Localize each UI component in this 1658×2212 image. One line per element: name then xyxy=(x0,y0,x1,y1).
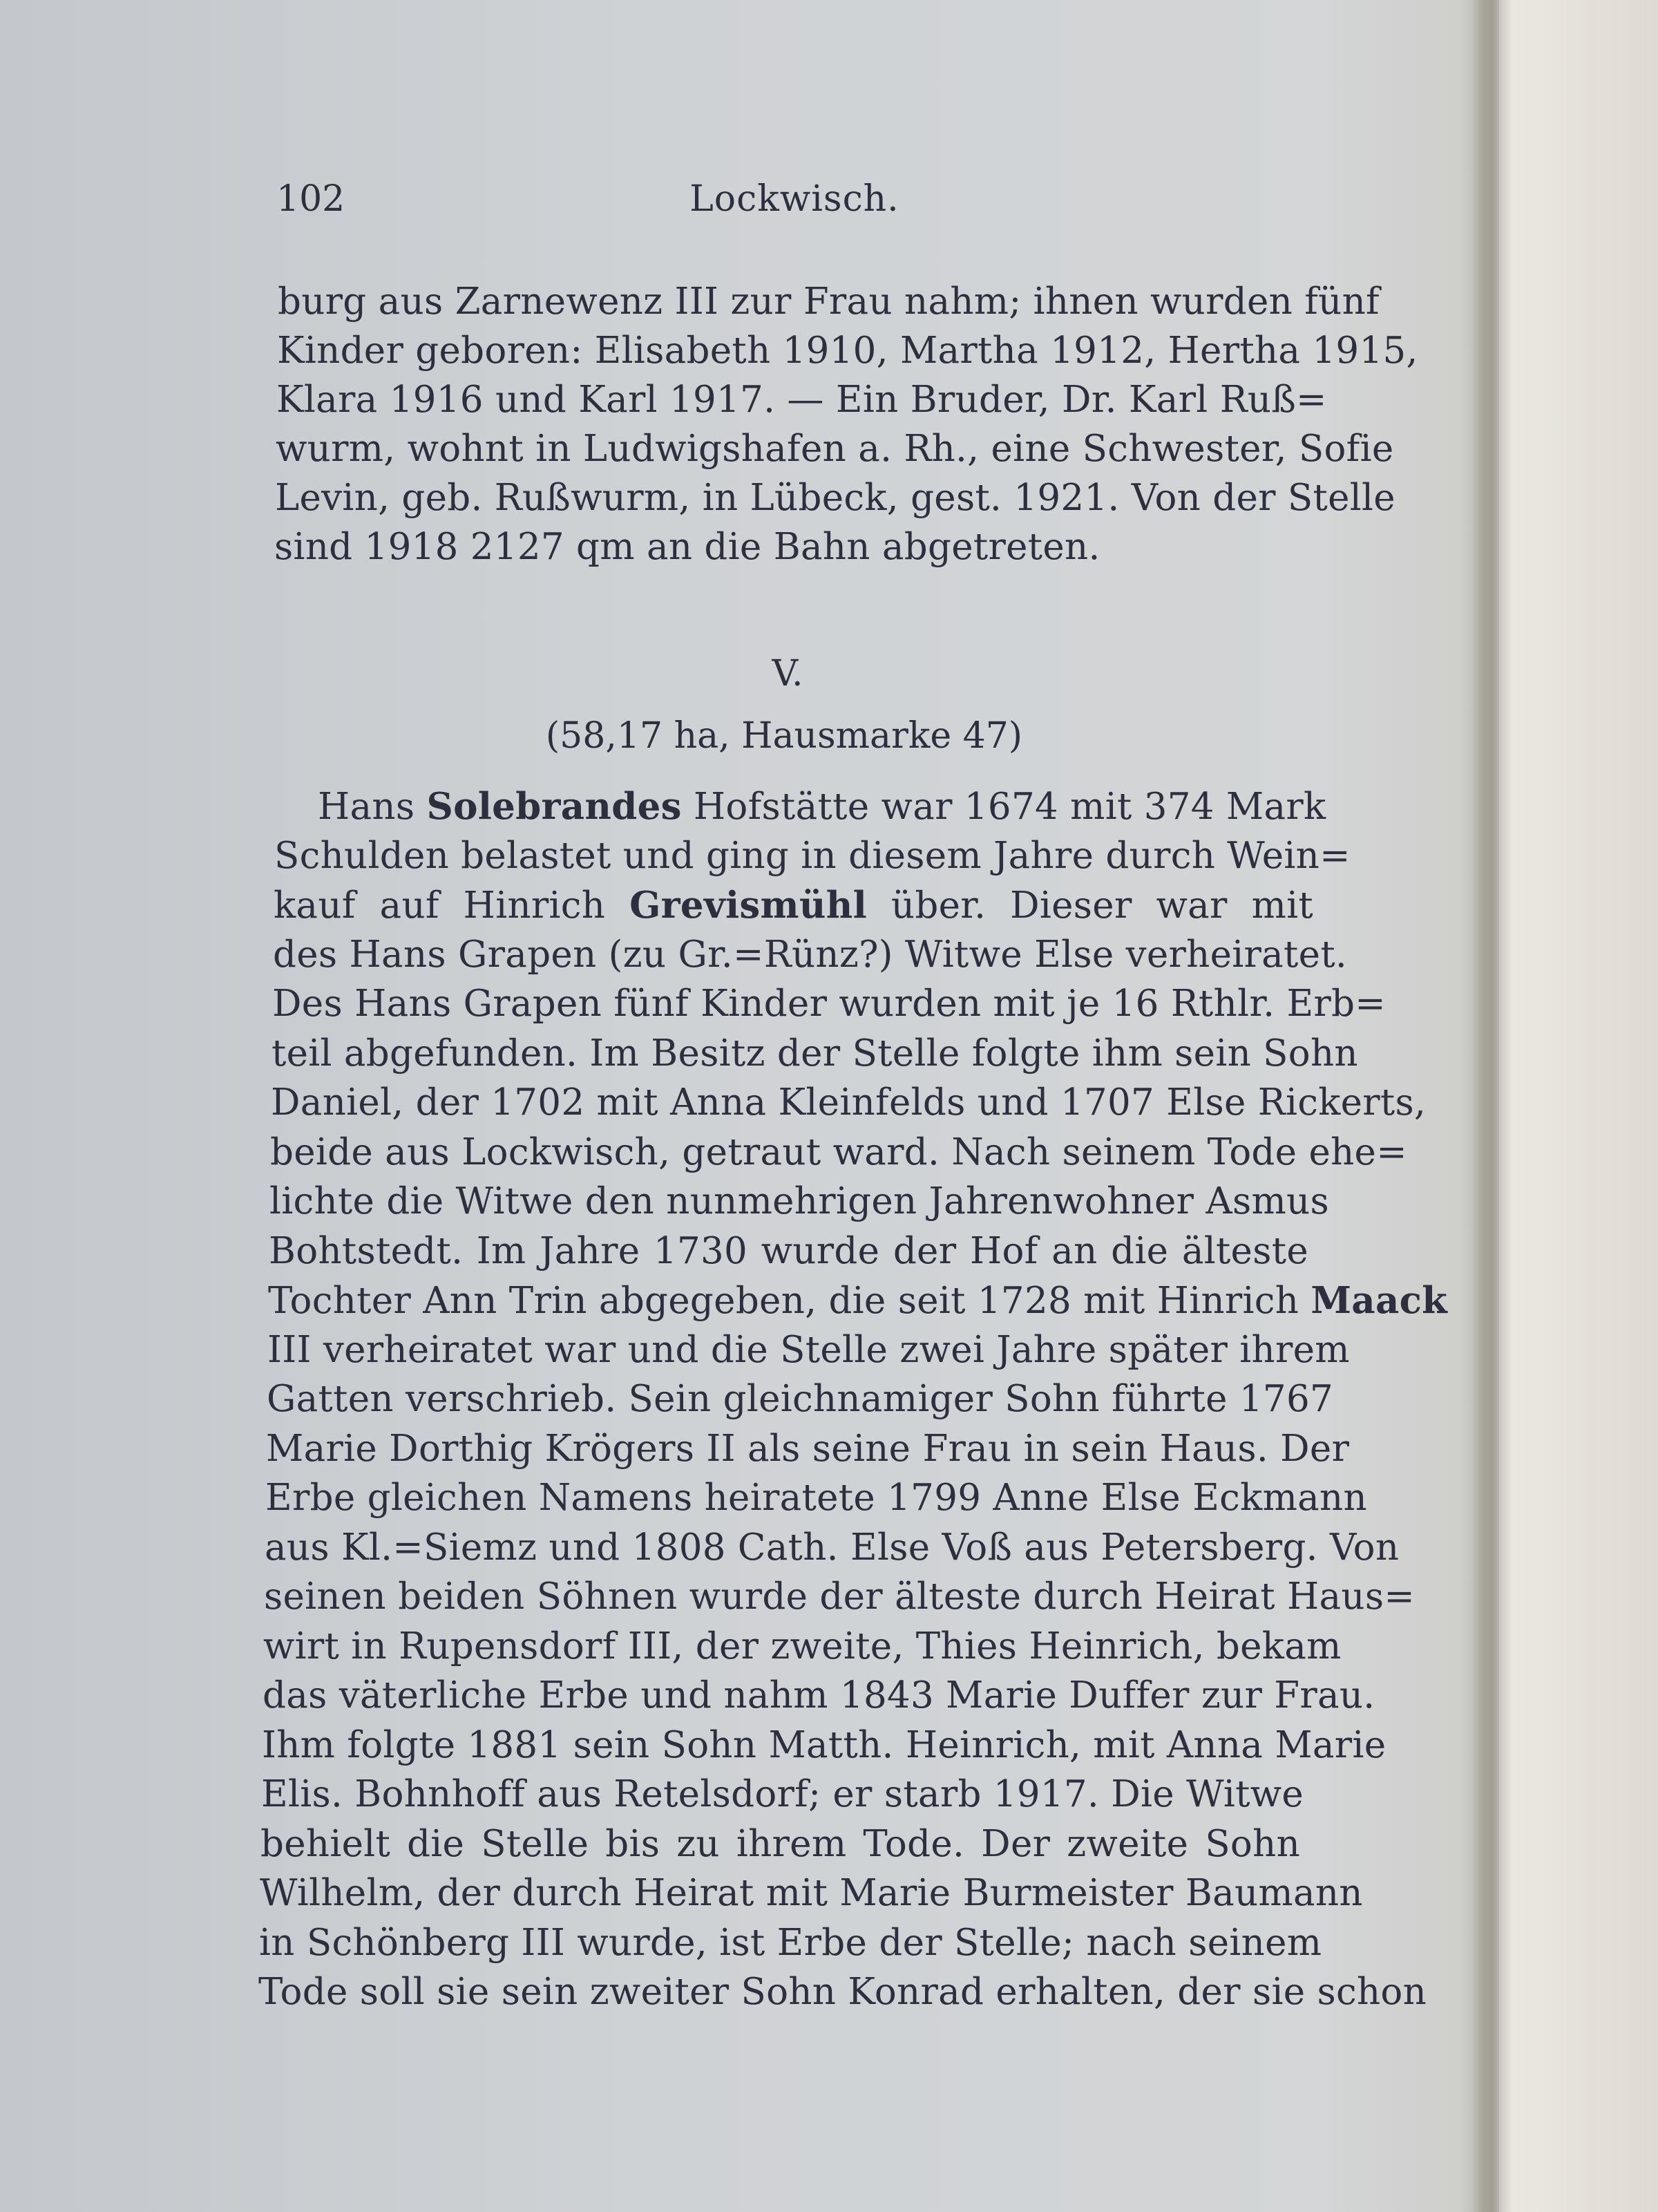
text-line: Klara 1916 und Karl 1917. — Ein Bruder, Dr. Karl Ruß= xyxy=(276,379,1327,421)
adjacent-page-edge xyxy=(1499,0,1658,2212)
text-line: sind 1918 2127 qm an die Bahn abgetreten. xyxy=(274,526,1100,568)
text-line: in Schönberg III wurde, ist Erbe der Stelle; nach seinem xyxy=(259,1921,1322,1964)
text-line: wurm, wohnt in Ludwigshafen a. Rh., eine Schwester, Sofie xyxy=(276,428,1394,470)
text-line: Bohtstedt. Im Jahre 1730 wurde der Hof an die älteste xyxy=(269,1229,1308,1272)
text-line: seinen beiden Söhnen wurde der älteste durch Heirat Haus= xyxy=(264,1576,1416,1618)
section-subtitle: (58,17 ha, Hausmarke 47) xyxy=(545,715,1023,757)
section-numeral: V. xyxy=(772,653,803,694)
text-line: lichte die Witwe den nunmehrigen Jahrenwohner Asmus xyxy=(269,1180,1329,1222)
text-line: kauf auf Hinrich Grevismühl über. Dieser war mit xyxy=(274,884,1313,927)
text-line: Des Hans Grapen fünf Kinder wurden mit je 16 Rthlr. Erb= xyxy=(272,983,1387,1025)
text-line: Wilhelm, der durch Heirat mit Marie Burmeister Baumann xyxy=(260,1872,1363,1914)
text-line: Tode soll sie sein zweiter Sohn Konrad erhalten, der sie schon xyxy=(258,1971,1427,2013)
text-line: aus Kl.=Siemz und 1808 Cath. Else Voß aus Petersberg. Von xyxy=(265,1526,1400,1569)
text-line: teil abgefunden. Im Besitz der Stelle folgte ihm sein Sohn xyxy=(271,1032,1358,1075)
text-line: Ihm folgte 1881 sein Sohn Matth. Heinrich, mit Anna Marie xyxy=(262,1723,1387,1766)
text-line: Erbe gleichen Namens heiratete 1799 Anne Else Eckmann xyxy=(265,1477,1367,1519)
text-line: behielt die Stelle bis zu ihrem Tode. Der zweite Sohn xyxy=(260,1822,1300,1865)
page-number: 102 xyxy=(276,178,345,220)
text-line: Kinder geboren: Elisabeth 1910, Martha 1912, Hertha 1915, xyxy=(277,330,1418,372)
text-line: Levin, geb. Rußwurm, in Lübeck, gest. 1921. Von der Stelle xyxy=(275,477,1395,519)
text-line: III verheiratet war und die Stelle zwei Jahre später ihrem xyxy=(267,1328,1350,1371)
text-line: Marie Dorthig Krögers II als seine Frau in sein Haus. Der xyxy=(266,1427,1350,1470)
text-line: burg aus Zarnewenz III zur Frau nahm; ihnen wurden fünf xyxy=(278,281,1380,323)
text-line: das väterliche Erbe und nahm 1843 Marie Duffer zur Frau. xyxy=(263,1674,1375,1717)
text-line: Schulden belastet und ging in diesem Jahre durch Wein= xyxy=(274,834,1351,877)
gutter-shadow xyxy=(1471,0,1513,2212)
text-line: Hans Solebrandes Hofstätte war 1674 mit 374 Mark xyxy=(318,785,1326,828)
running-title: Lockwisch. xyxy=(689,178,899,220)
text-line: Gatten verschrieb. Sein gleichnamiger Sohn führte 1767 xyxy=(267,1378,1333,1420)
text-line: Daniel, der 1702 mit Anna Kleinfelds und 1707 Else Rickerts, xyxy=(271,1081,1427,1124)
text-line: wirt in Rupensdorf III, der zweite, Thies Heinrich, bekam xyxy=(263,1625,1342,1667)
text-line: des Hans Grapen (zu Gr.=Rünz?) Witwe Else verheiratet. xyxy=(273,933,1348,976)
text-line: Tochter Ann Trin abgegeben, die seit 1728 mit Hinrich Maack xyxy=(268,1279,1448,1322)
page-header xyxy=(276,178,1313,227)
text-line: beide aus Lockwisch, getraut ward. Nach seinem Tode ehe= xyxy=(270,1131,1407,1173)
text-line: Elis. Bohnhoff aus Retelsdorf; er starb 1917. Die Witwe xyxy=(261,1773,1304,1815)
